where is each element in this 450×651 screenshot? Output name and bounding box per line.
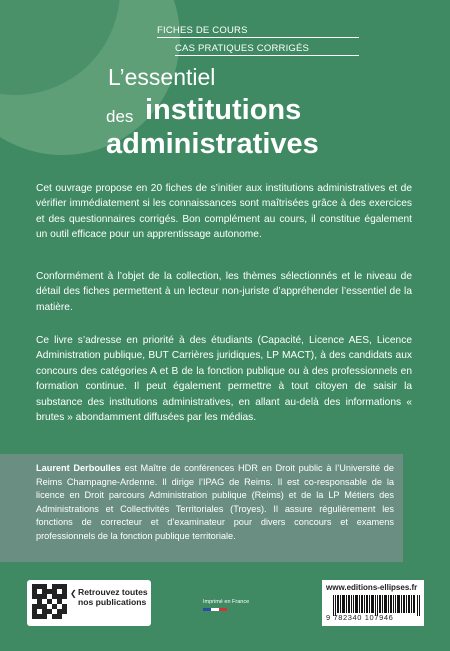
author-bio xyxy=(36,462,394,544)
arrow-icon: ❮ xyxy=(70,589,77,598)
tag-underline xyxy=(157,37,359,38)
printed-in-france: Imprimé en France xyxy=(203,599,250,605)
qr-caption: Retrouvez toutes nos publications xyxy=(78,587,148,607)
isbn-number: 9 782340 107946 xyxy=(326,613,394,622)
french-flag-icon xyxy=(203,608,227,611)
book-title-des: des xyxy=(106,107,134,126)
book-title-essentiel: L’essentiel xyxy=(108,64,216,90)
description-paragraph: Conformément à l’objet de la collection, les thèmes sélectionnés et le niveau de détail des fiches permettent à un lecteur non-juriste d’appréhender l’essentiel de la matière. xyxy=(36,271,412,313)
description-paragraph: Ce livre s’adresse en priorité à des étudiants (Capacité, Licence AES, Licence Administration publique, BUT Carrières juridiques, LP MACT), à des candidats aux concours des catégories A et B de la fonction publique ou à des professionnels en formation continue. Il peut également permettre à tout citoyen de saisir la substance des institutions administratives, en allant au-delà des informations « brutes » abondamment diffusées par les médias. xyxy=(36,335,412,424)
publisher-website[interactable]: www.editions-ellipses.fr xyxy=(326,583,418,592)
book-title-institutions: institutions xyxy=(145,94,302,126)
author-bio-text: est Maître de conférences HDR en Droit public à l’Université de Reims Champagne-Ardenne. Il dirige l’IPAG de Reims. Il est co-responsable de la licence en Droit parcours Administration publique (Reims) et de la LP Métiers des Administrations et Collectivités Territoriales (Troyes). Il assure régulièrement les fonctions de correcteur et d’examinateur pour divers concours et examens professionnels de la fonction publique territoriale. xyxy=(36,463,394,541)
tag-underline xyxy=(175,55,359,56)
book-title-administratives: administratives xyxy=(106,128,319,160)
series-tag-cas: CAS PRATIQUES CORRIGÉS xyxy=(175,43,310,54)
series-tag-fiches: FICHES DE COURS xyxy=(157,25,248,36)
author-name: Laurent Derboulles xyxy=(36,463,121,473)
description-paragraph: Cet ouvrage propose en 20 fiches de s’initier aux institutions administratives et de vérifier immédiatement si les connaissances sont maîtrisées grâce à des exercices et des questionnaires corrigés. Bon complément au cours, il constitue également un outil efficace pour un apprentissage autonome. xyxy=(36,183,412,241)
qr-code-icon[interactable] xyxy=(32,584,67,619)
